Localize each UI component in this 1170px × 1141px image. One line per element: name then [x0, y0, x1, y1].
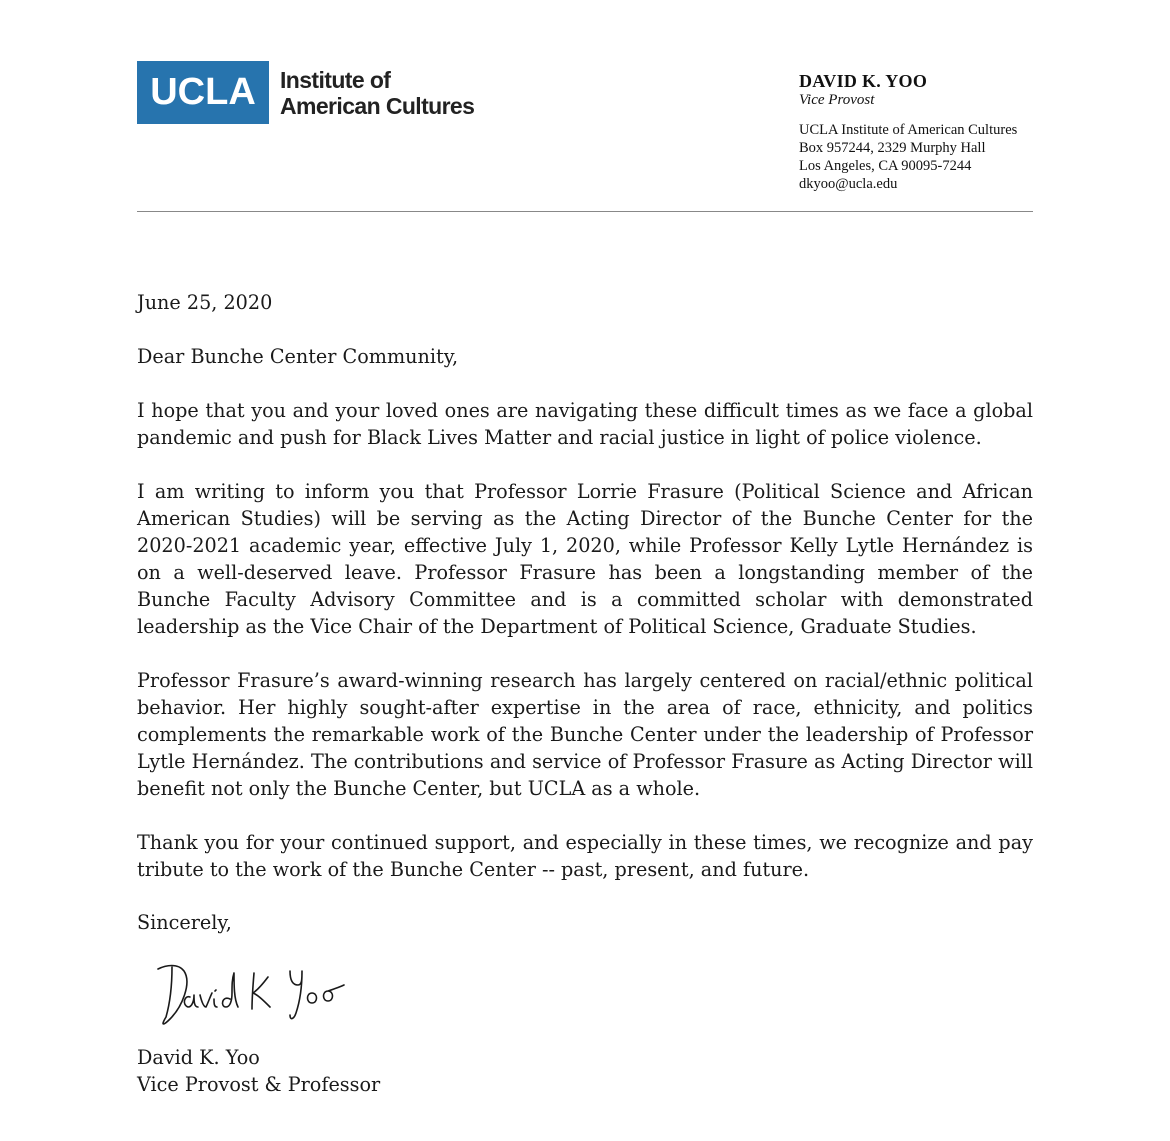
handwritten-signature	[152, 955, 352, 1035]
address-line-box: Box 957244, 2329 Murphy Hall	[799, 140, 986, 156]
institute-name-line1: Institute of	[280, 66, 391, 93]
ucla-wordmark: UCLA	[137, 61, 269, 124]
letter-date: June 25, 2020	[137, 291, 273, 314]
ucla-iac-logo	[137, 61, 474, 124]
letter-paragraph-2: I am writing to inform you that Professor Lorrie Frasure (Political Science and African American Studies) will be serving as the Acting Director of the Bunche Center for the 2020-2021 academic year, effective July 1, 2020, while Professor Kelly Lytle Hernández is on a well-deserved leave. Professor Frasure has been a longstanding member of the Bunche Faculty Advisory Committee and is a committed scholar with demonstrated leadership as the Vice Chair of the Department of Political Science, Graduate Studies.	[137, 480, 1033, 638]
letter-paragraph-4: Thank you for your continued support, and especially in these times, we recognize and pay tribute to the work of the Bunche Center -- past, present, and future.	[137, 831, 1033, 881]
signer-block	[137, 1044, 380, 1098]
sender-name: DAVID K. YOO	[799, 71, 928, 91]
letter-salutation: Dear Bunche Center Community,	[137, 345, 459, 368]
signer-name: David K. Yoo	[137, 1046, 260, 1069]
sender-address	[799, 121, 1017, 193]
sender-block	[799, 70, 1017, 193]
letter-paragraph-3: Professor Frasure’s award-winning research has largely centered on racial/ethnic political behavior. Her highly sought-after expertise in the area of race, ethnicity, and politics complements the remarkable work of the Bunche Center under the leadership of Professor Lytle Hernández. The contributions and service of Professor Frasure as Acting Director will benefit not only the Bunche Center, but UCLA as a whole.	[137, 669, 1033, 800]
address-line-city: Los Angeles, CA 90095-7244	[799, 158, 972, 174]
header-divider	[137, 211, 1033, 212]
address-line-email[interactable]: dkyoo@ucla.edu	[799, 176, 898, 192]
address-line-institute: UCLA Institute of American Cultures	[799, 122, 1018, 138]
institute-name	[280, 67, 474, 119]
letter-body	[137, 289, 1033, 910]
letter-paragraph-1: I hope that you and your loved ones are navigating these difficult times as we face a global pandemic and push for Black Lives Matter and racial justice in light of police violence.	[137, 399, 1033, 449]
institute-name-line2: American Cultures	[280, 92, 475, 119]
signer-title: Vice Provost & Professor	[137, 1073, 381, 1096]
sender-title: Vice Provost	[799, 92, 875, 108]
letter-closing: Sincerely,	[137, 911, 232, 934]
